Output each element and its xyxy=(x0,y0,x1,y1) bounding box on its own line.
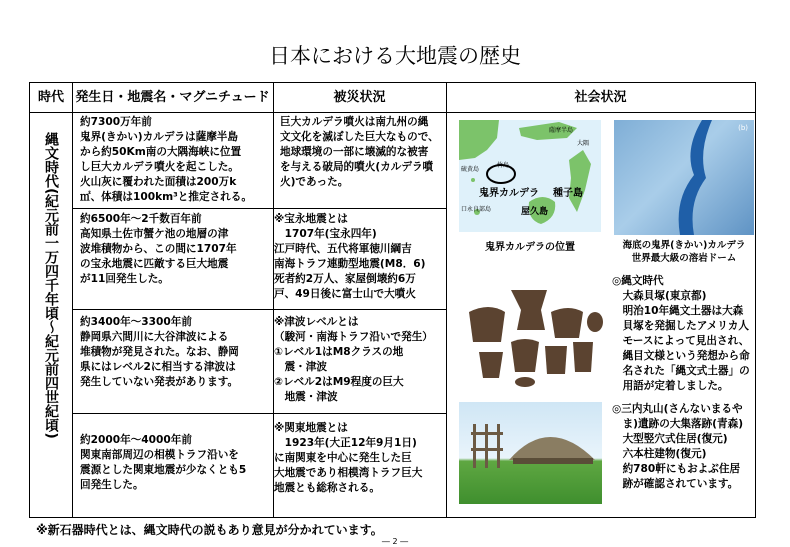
row-3-date: 約3400年～3300年前 静岡県六間川に大谷津波による 堆積物が発見された。なお、静岡 県にはレベル2に相当する津波は 発生していない発表があります。 xyxy=(80,316,239,388)
map-label-osumi: 大隅 xyxy=(577,140,590,147)
row-4-date: 約2000年～4000年前 関東南部周辺の相模トラフ沿いを 震源とした関東地震が少なくとも5 回発生した。 xyxy=(80,434,247,491)
kikai-map xyxy=(459,120,601,232)
page-title: 日本における大地震の歴史 xyxy=(269,44,521,68)
era-label: 縄文時代(紀元前一万四千年頃～紀元前四世紀頃) xyxy=(43,132,59,439)
sannai-description: ◎三内丸山(さんないまるや ま)遺跡の大集落跡(青森) 大型竪穴式住居(復元) 六本柱建物(復元) 約780軒にもおよぶ住居 跡が確認されています。 xyxy=(612,403,744,490)
header-damage: 被災状況 xyxy=(333,90,386,105)
map-label-kuchinoerabu: 口永良部島 xyxy=(461,206,492,213)
header-date: 発生日・地震名・マグニチュード xyxy=(75,90,270,105)
era-cell xyxy=(30,112,72,517)
map-label-kikai: 鬼界カルデラ xyxy=(479,188,539,199)
row-1-damage: 巨大カルデラ噴火は南九州の縄 文文化を滅ぼした巨大なもので、 地球環境の一部に壊滅的な被害 を与える破局的噴火(カルデラ噴 火)であった。 xyxy=(280,116,439,188)
sannai-maruyama-photo xyxy=(459,402,602,504)
photo-label: (b) xyxy=(738,124,748,132)
map-caption: 鬼界カルデラの位置 xyxy=(485,242,575,253)
map-label-satsuma: 薩摩半島 xyxy=(549,127,574,134)
map-label-tanegashima: 種子島 xyxy=(553,188,583,199)
jomon-pottery-photo xyxy=(459,282,609,390)
table-header-row xyxy=(30,83,755,113)
footnote: ※新石器時代とは、縄文時代の説もあり意見が分かれています。 xyxy=(36,523,383,537)
row-3-damage: ※津波レベルとは （駿河・南海トラフ沿いで発生） ①レベル1はM8クラスの地 震・津波 ②レベル2はM9程度の巨大 地震・津波 xyxy=(274,316,433,403)
lava-dome-photo xyxy=(614,120,754,235)
row-1-date: 約7300万年前 鬼界(きかい)カルデラは薩摩半島 から約50Km南の大隅海峡に位置 し巨大カルデラ噴火を起こした。 火山灰に覆われた面積は200万k ㎡、体積は100km³と推定される。 xyxy=(80,116,252,203)
header-era: 時代 xyxy=(37,90,64,105)
map-label-takeshima: 竹島 xyxy=(497,162,510,169)
header-society: 社会状況 xyxy=(574,90,627,105)
map-label-yakushima: 屋久島 xyxy=(521,207,549,217)
row-2-damage: ※宝永地震とは 1707年(宝永四年) 江戸時代、五代将軍徳川綱吉 南海トラフ連動型地震(M8．6) 死者約2万人、家屋倒壊約6万 戸、49日後に富士山で大噴火 xyxy=(274,213,426,300)
dome-caption-2: 世界最大級の溶岩ドーム xyxy=(631,253,737,264)
jomon-description: ◎縄文時代 大森貝塚(東京都) 明治10年縄文土器は大森 貝塚を発掘したアメリカ人 モースによって見出され、 縄目文様という発想から命 名された「縄文式土器」の 用語が定着しました。 xyxy=(612,275,750,392)
dome-caption-1: 海底の鬼界(きかい)カルデラ xyxy=(622,240,746,251)
row-4-damage: ※関東地震とは 1923年(大正12年9月1日) に南関東を中心に発生した巨 大地震であり相模湾トラフ巨大 地震とも総称される。 xyxy=(274,422,423,494)
row-2-date: 約6500年～2千数百年前 高知県土佐市蟹ケ池の地層の津 波堆積物から、この間に1707年 の宝永地震に匹敵する巨大地震 が11回発生した。 xyxy=(80,213,237,285)
page-number: ― 2 ― xyxy=(381,537,409,546)
map-label-iojima: 硫黄島 xyxy=(461,166,480,173)
